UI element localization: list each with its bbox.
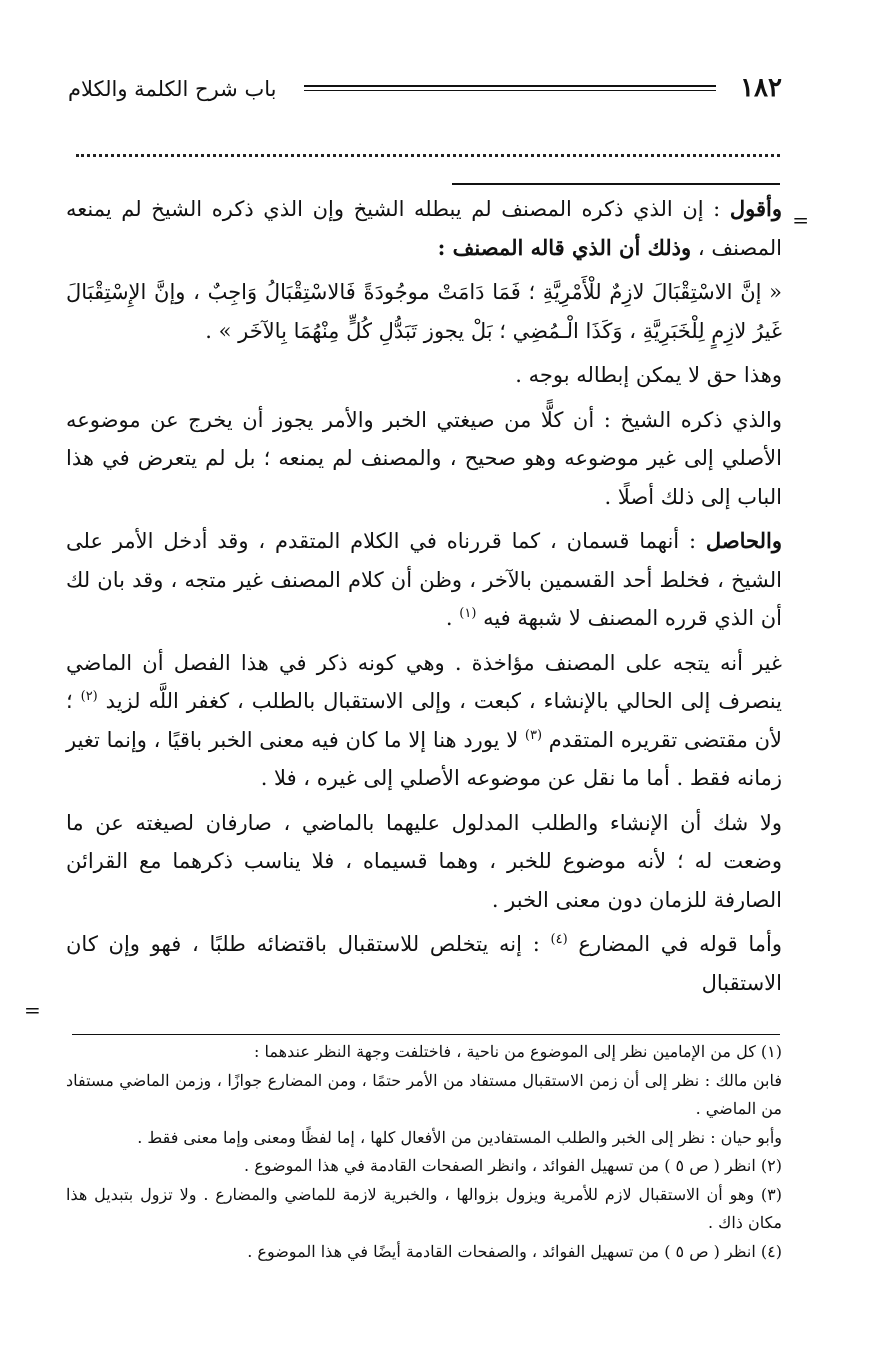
paragraph-text: والذي ذكره الشيخ : أن كلًّا من صيغتي الخبر والأمر يجوز أن يخرج عن موضوعه الأصلي إلى غير موضوعه وهو صحيح ، والمصنف لم يمنعه ؛ بل لم يتعرض في هذا الباب إلى ذلك أصلًا . (66, 407, 782, 509)
header-rule (304, 85, 716, 91)
footnote-1-continued: فابن مالك : نظر إلى أن زمن الاستقبال مستفاد من الأمر حتمًا ، ومن المضارع جوازًا ، وزمن الماضي مستفاد من الماضي . (66, 1070, 783, 1118)
footnote-ref-3: (٣) (524, 727, 543, 743)
paragraph-text: غير أنه يتجه على المصنف مؤاخذة . وهي كونه ذكر في هذا الفصل أن الماضي ينصرف إلى الحالي بالإنشاء ، كبعت ، وإلى الاستقبال بالطلب ، كغفر اللَّه لزيد (66, 650, 782, 713)
footnote-1: (١) كل من الإمامين نظر إلى الموضوع من ناحية ، فاختلفت وجهة النظر عندهما : (254, 1042, 782, 1061)
paragraph-text: ؛ لأن مقتضى تقريره المتقدم (66, 689, 782, 752)
page-header (68, 72, 782, 112)
footnote-ref-4: (٤) (550, 932, 568, 947)
margin-mark-top: = (792, 208, 809, 232)
page-number: ١٨٢ (740, 73, 782, 103)
paragraph-lead: وأقول (729, 196, 782, 221)
paragraph-3 (66, 356, 782, 395)
top-section-rule (452, 183, 780, 185)
footnote-1-continued: وأبو حيان : نظر إلى الخبر والطلب المستفادين من الأفعال كلها ، إما لفظًا ومعنى وإما معنى فقط . (137, 1127, 782, 1147)
running-title: باب شرح الكلمة والكلام (68, 77, 277, 101)
footnote-ref-1: (١) (459, 606, 477, 621)
paragraph-text: : إنه يتخلص للاستقبال باقتضائه طلبًا ، فهو وإن كان الاستقبال (66, 932, 782, 995)
paragraph-lead: والحاصل (705, 528, 782, 553)
footnote-4: (٤) انظر ( ص ٥ ) من تسهيل الفوائد ، والصفحات القادمة أيضًا في هذا الموضوع . (247, 1241, 782, 1261)
footnote-2: (٢) انظر ( ص ٥ ) من تسهيل الفوائد ، وانظر الصفحات القادمة في هذا الموضوع . (244, 1156, 782, 1175)
paragraph-tail: . (445, 606, 453, 630)
paragraph-text: ولا شك أن الإنشاء والطلب المدلول عليهما بالماضي ، صارفان لصيغته عن ما وضعت له ؛ لأنه موضوع للخبر ، وهما قسيماه ، فلا يناسب ذكرهما مع القرائن الصارفة للزمان دون معنى الخبر . (66, 810, 782, 912)
footnotes (66, 1038, 782, 1266)
paragraph-text: وهذا حق لا يمكن إبطاله بوجه . (515, 363, 782, 387)
paragraph-bold-tail: وذلك أن الذي قاله المصنف : (437, 234, 692, 260)
main-text (66, 190, 782, 1002)
paragraph-1 (66, 190, 782, 267)
paragraph-text: لا يورد هنا إلا ما كان فيه معنى الخبر باقيًا ، وإنما تغير زمانه فقط . أما ما نقل عن موضوعه الأصلي إلى غيره ، فلا . (66, 727, 782, 790)
paragraph-text: : أنهما قسمان ، كما قررناه في الكلام المتقدم ، وقد أدخل الأمر على الشيخ ، فخلط أحد القسمين بالآخر ، وظن أن كلام المصنف غير متجه ، وقد بان لك أن الذي قرره المصنف لا شبهة فيه (66, 529, 782, 630)
paragraph-4 (66, 401, 782, 517)
paragraph-5 (66, 522, 782, 638)
paragraph-text: : إن الذي ذكره المصنف لم يبطله الشيخ وإن الذي ذكره الشيخ لم يمنعه المصنف ، (66, 197, 782, 260)
paragraph-text: « إنَّ الاسْتِقْبَالَ لازِمٌ للْأَمْرِيَّةِ ؛ فَمَا دَامَتْ موجُودَةً فَالاسْتِقْبَالُ وَاجِبٌ ، وإنَّ الإِسْتِقْبَالَ غَيرُ لازِمٍ لِلْخَبَرِيَّةِ ، وَكَذَا الْـمُضِي ؛ بَلْ يجوز تَبَدُّلِ كُلٍّ مِنْهُمَا بِالآخَر » . (66, 280, 782, 343)
paragraph-6 (66, 644, 782, 798)
footnote-ref-2: (٢) (80, 689, 98, 704)
paragraph-text: وأما قوله في المضارع (578, 932, 782, 956)
dotted-separator (76, 154, 780, 157)
paragraph-8 (66, 925, 782, 1002)
footnote-separator (72, 1034, 780, 1035)
paragraph-7 (66, 804, 782, 920)
paragraph-2-quote (66, 273, 782, 350)
footnote-3: (٣) وهو أن الاستقبال لازم للأمرية ويزول بزوالها ، والخبرية لازمة للماضي والمضارع . ولا تزول بتبديل هذا مكان ذاك . (66, 1184, 782, 1232)
margin-mark-bottom: = (24, 998, 41, 1022)
